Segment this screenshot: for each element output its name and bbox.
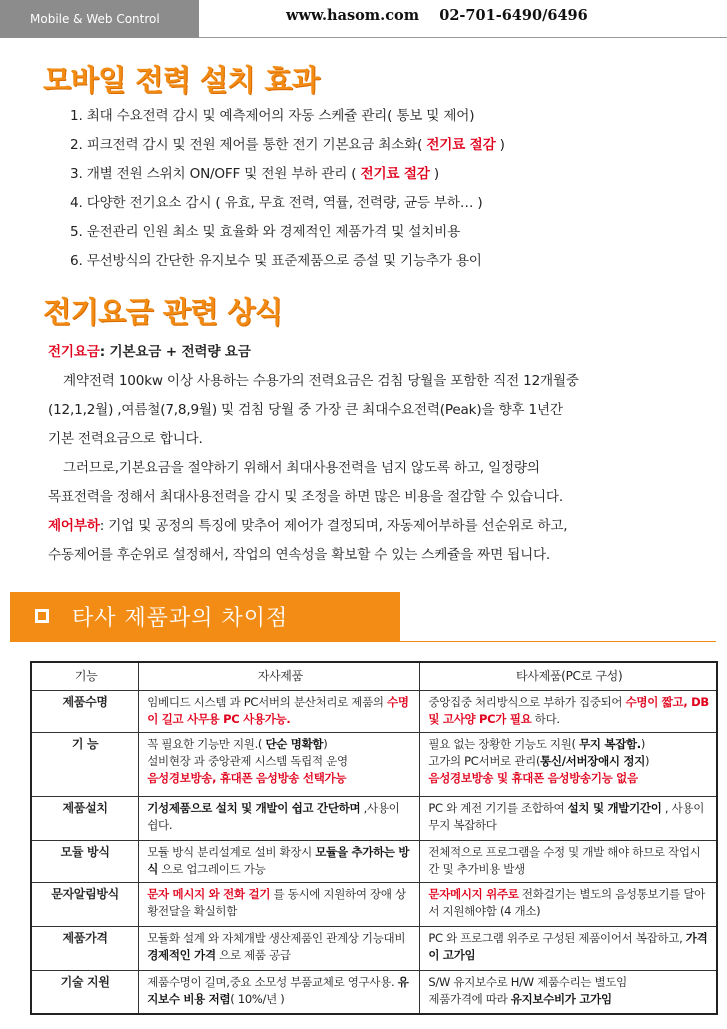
theirs-cell-text: , 사용이 무지 복잡하다 xyxy=(428,800,705,832)
ours-cell-text: 으로 제품 공급 xyxy=(215,947,291,962)
table-row xyxy=(31,840,717,882)
table-row xyxy=(31,926,717,970)
theirs-cell-text: 통신/서버장애시 정지 xyxy=(540,753,646,768)
control-text: : 기업 및 공정의 특징에 맞추어 제어가 결정되며, 자동제어부하를 선순위로 하고, xyxy=(99,518,568,534)
effect-item-text: 4. 다양한 전기요소 감시 ( 유효, 무효 전력, 역률, 전력량, 균등 부하… ) xyxy=(70,195,483,211)
effect-item xyxy=(70,164,710,193)
theirs-cell-text: S/W 유지보수로 H/W 제품수리는 별도임 xyxy=(428,974,627,989)
ours-cell-text: ( 10%/년 ) xyxy=(230,991,285,1006)
ours-cell xyxy=(139,970,420,1014)
ours-cell-text: 모듈 방식 분리설계로 설비 확장시 xyxy=(147,844,316,859)
row-label: 문자알림방식 xyxy=(31,882,139,926)
ours-cell xyxy=(139,926,420,970)
theirs-cell xyxy=(420,926,717,970)
ours-cell xyxy=(139,732,420,796)
theirs-cell-text: PC 와 계전 기기를 조합하여 xyxy=(428,800,568,815)
effect-item-highlight: 전기료 절감 xyxy=(360,166,430,182)
ours-cell-text: 임베디드 시스템 과 PC서버의 분산처리로 제품의 xyxy=(147,694,388,709)
ours-cell-text: 단순 명확함 xyxy=(265,736,324,751)
theirs-cell-text: 문자메시지 위주로 xyxy=(428,886,519,901)
col-header-function: 기능 xyxy=(31,662,139,690)
section3-banner xyxy=(10,592,400,642)
theirs-cell-text: ) xyxy=(645,753,650,768)
row-label: 제품설치 xyxy=(31,796,139,840)
ours-cell-text: ,사용이 쉽다. xyxy=(147,800,400,832)
fee-info xyxy=(48,342,720,574)
ours-cell-text: 제품수명이 길며,중요 소모성 부품교체로 영구사용. xyxy=(147,974,398,989)
theirs-cell xyxy=(420,690,717,732)
effect-item-text: 5. 운전관리 인원 최소 및 효율화 와 경제적인 제품가격 및 설치비용 xyxy=(70,224,460,240)
ours-cell-text: 수명이 길고 사무용 PC 사용가능. xyxy=(147,694,409,726)
fee-line: 계약전력 100kw 이상 사용하는 수용가의 전력요금은 검침 당월을 포함한 직전 12개월중 xyxy=(63,373,579,389)
ours-cell-text: 음성경보방송, 휴대폰 음성방송 선택가능 xyxy=(147,770,347,785)
fee-line: 그러므로,기본요금을 절약하기 위해서 최대사용전력을 넘지 않도록 하고, 일정량의 xyxy=(63,460,540,476)
control-label: 제어부하 xyxy=(48,518,100,534)
section3-rule xyxy=(400,641,716,642)
ours-cell-text: 기성제품으로 설치 및 개발이 쉽고 간단하며 xyxy=(147,800,361,815)
table-row xyxy=(31,732,717,796)
theirs-cell-text: 음성경보방송 및 휴대폰 음성방송기능 없음 xyxy=(428,770,638,785)
ours-cell xyxy=(139,882,420,926)
theirs-cell-text: 전체적으로 프로그램을 수정 및 개발 해야 하므로 작업시간 및 추가비용 발생 xyxy=(428,844,701,876)
theirs-cell xyxy=(420,882,717,926)
control-line: 수동제어를 후순위로 설정해서, 작업의 연속성을 확보할 수 있는 스케쥴을 짜면 됩니다. xyxy=(48,547,551,563)
header-rule xyxy=(199,37,727,38)
theirs-cell xyxy=(420,796,717,840)
row-label: 제품가격 xyxy=(31,926,139,970)
effect-list xyxy=(70,106,710,280)
col-header-ours: 자사제품 xyxy=(139,662,420,690)
theirs-cell xyxy=(420,840,717,882)
row-label: 기 능 xyxy=(31,732,139,796)
fee-label: 전기요금 xyxy=(48,344,100,360)
theirs-cell-text: 중앙집중 처리방식으로 부하가 집중되어 xyxy=(428,694,626,709)
effect-item xyxy=(70,106,710,135)
fee-line: 목표전력을 정해서 최대사용전력을 감시 및 조정을 하면 많은 비용을 절감할 수 있습니다. xyxy=(48,489,563,505)
effect-item-text: 3. 개별 전원 스위치 ON/OFF 및 전원 부하 관리 ( xyxy=(70,166,361,182)
effect-item-text: ) xyxy=(429,166,439,182)
row-label: 제품수명 xyxy=(31,690,139,732)
effect-item xyxy=(70,251,710,280)
effect-item xyxy=(70,135,710,164)
fee-line: 기본 전력요금으로 합니다. xyxy=(48,431,203,447)
row-label: 모듈 방식 xyxy=(31,840,139,882)
theirs-cell-text: 설치 및 개발기간이 xyxy=(567,800,662,815)
theirs-cell-text: 유지보수비가 고가임 xyxy=(510,991,612,1006)
table-row xyxy=(31,690,717,732)
ours-cell-text: 모듈화 설계 와 자체개발 생산제품인 관계상 기능대비 xyxy=(147,930,406,945)
theirs-cell-text: 고가의 PC서버로 관리( xyxy=(428,753,541,768)
ours-cell xyxy=(139,796,420,840)
row-label: 기술 지원 xyxy=(31,970,139,1014)
theirs-cell-text: 수명이 짧고, DB 및 고사양 PC가 필요 xyxy=(428,694,709,726)
theirs-cell-text: 전화걸기는 별도의 음성통보기를 달아서 지원해야함 (4 개소) xyxy=(428,886,705,918)
ours-cell-text: 꼭 필요한 기능만 지원.( xyxy=(147,736,266,751)
table-row xyxy=(31,796,717,840)
checkbox-bullet-icon xyxy=(35,609,49,623)
theirs-cell-text: 하다. xyxy=(531,711,560,726)
ours-cell-text: 설비현장 과 중앙관제 시스템 독립적 운영 xyxy=(147,753,348,768)
theirs-cell-text: 제품가격에 따라 xyxy=(428,991,511,1006)
effect-item-highlight: 전기료 절감 xyxy=(426,137,496,153)
ours-cell-text: 모듈을 추가하는 방식 xyxy=(147,844,410,876)
effect-item-text: 1. 최대 수요전력 감시 및 예측제어의 자동 스케쥴 관리( 통보 및 제어) xyxy=(70,108,475,124)
col-header-theirs: 타사제품(PC로 구성) xyxy=(420,662,717,690)
section2-title: 전기요금 관련 상식 xyxy=(43,295,283,329)
table-header-row xyxy=(31,662,717,690)
effect-item xyxy=(70,222,710,251)
section3-title: 타사 제품과의 차이점 xyxy=(72,606,289,631)
theirs-cell-text: 가격이 고가임 xyxy=(428,930,708,962)
theirs-cell-text: PC 와 프로그램 위주로 구성된 제품이어서 복잡하고, xyxy=(428,930,686,945)
header-tag: Mobile & Web Control xyxy=(0,0,199,38)
page-header xyxy=(0,0,727,38)
ours-cell-text: 으로 업그레이드 가능 xyxy=(158,861,266,876)
ours-cell-text: 유지보수 비용 저렴 xyxy=(147,974,409,1006)
ours-cell xyxy=(139,690,420,732)
theirs-cell xyxy=(420,732,717,796)
effect-item-text: 6. 무선방식의 간단한 유지보수 및 표준제품으로 증설 및 기능추가 용이 xyxy=(70,253,482,269)
effect-item-text: ) xyxy=(495,137,505,153)
theirs-cell-text: 무지 복잡함. xyxy=(579,736,641,751)
comparison-table xyxy=(30,661,718,1015)
effect-item xyxy=(70,193,710,222)
header-contact: www.hasom.com 02-701-6490/6496 xyxy=(286,7,588,24)
effect-item-text: 2. 피크전력 감시 및 전원 제어를 통한 전기 기본요금 최소화( xyxy=(70,137,427,153)
table-row xyxy=(31,970,717,1014)
theirs-cell-text: ) xyxy=(640,736,646,751)
fee-text: : 기본요금 + 전력량 요금 xyxy=(99,344,251,360)
ours-cell-text: 를 동시에 지원하여 장애 상황전달을 확실히함 xyxy=(147,886,406,918)
section1-title: 모바일 전력 설치 효과 xyxy=(43,63,320,97)
theirs-cell-text: 필요 없는 장황한 기능도 지원( xyxy=(428,736,580,751)
fee-line: (12,1,2월) ,여름철(7,8,9월) 및 검침 당월 중 가장 큰 최대수요전력(Peak)을 향후 1년간 xyxy=(48,402,563,418)
ours-cell-text: ) xyxy=(323,736,328,751)
ours-cell-text: 문자 메시지 와 전화 걸기 xyxy=(147,886,271,901)
table-row xyxy=(31,882,717,926)
ours-cell-text: 경제적인 가격 xyxy=(147,947,216,962)
theirs-cell xyxy=(420,970,717,1014)
ours-cell xyxy=(139,840,420,882)
